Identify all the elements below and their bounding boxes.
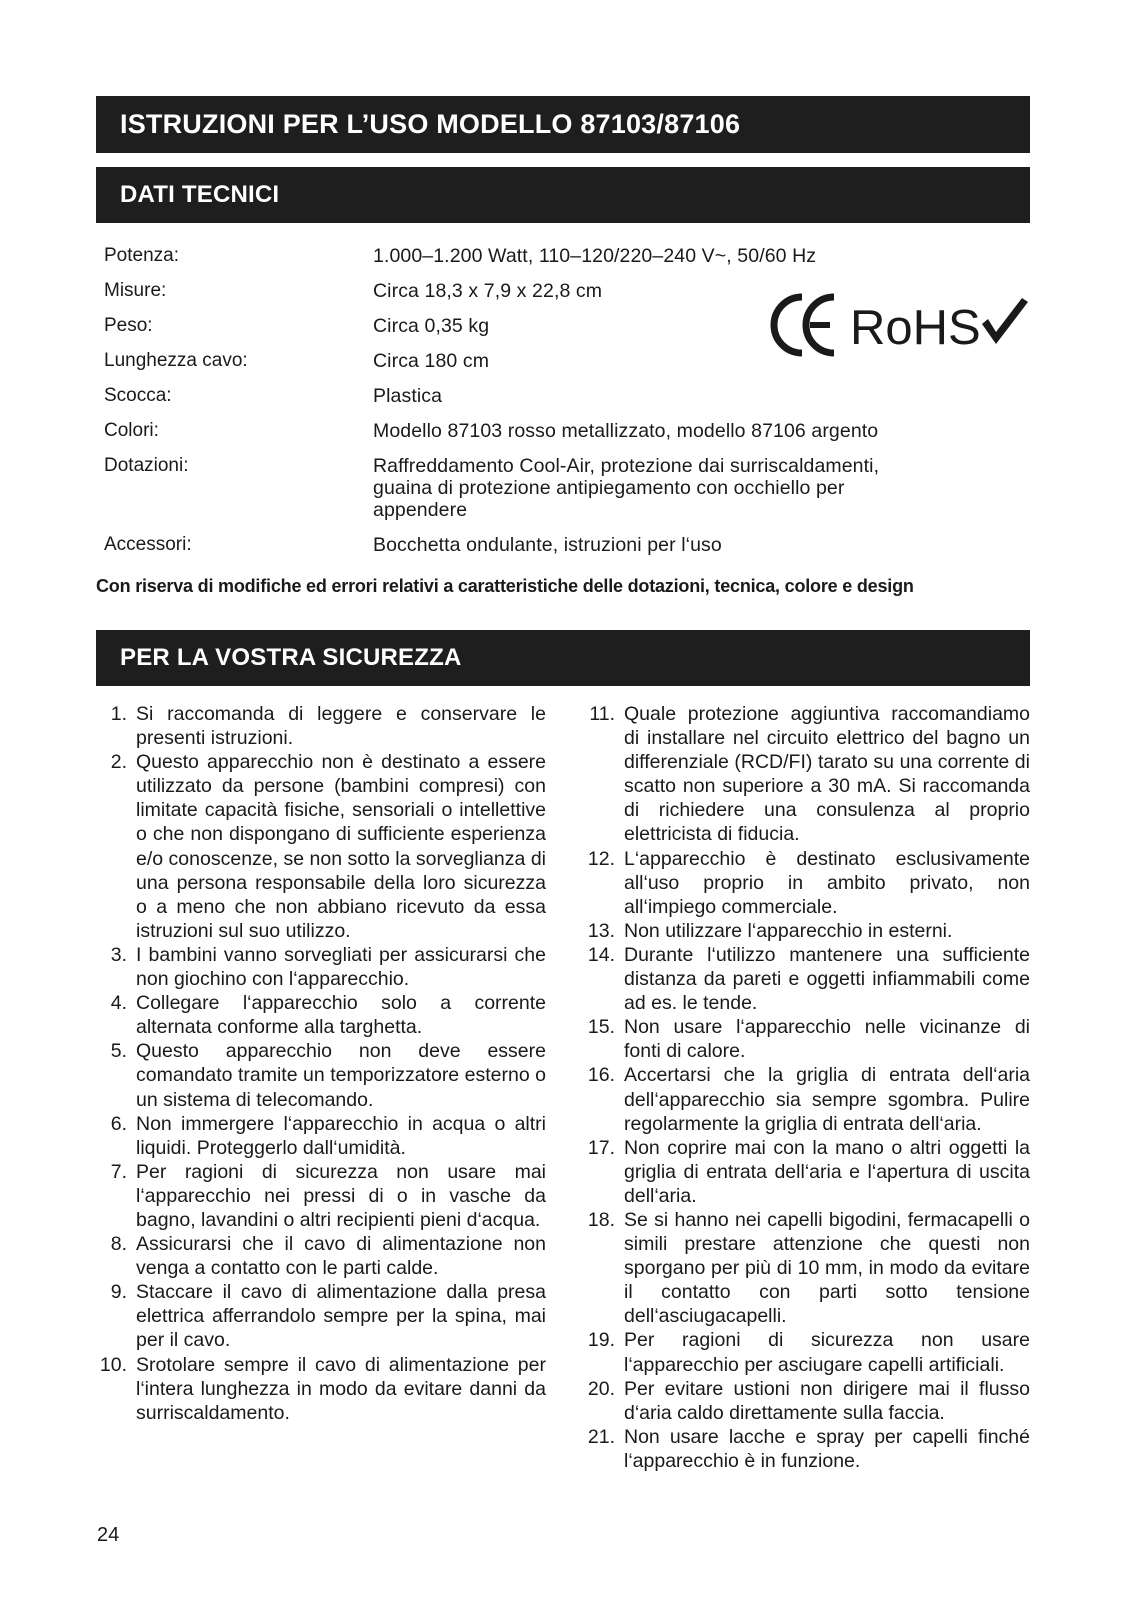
- list-item: [96, 1039, 546, 1111]
- item-text: Collegare l‘apparecchio solo a corrente alternata conforme alla targhetta.: [136, 992, 546, 1039]
- item-text: Srotolare sempre il cavo di alimentazione per l‘intera lunghezza in modo da evitare danni da surriscaldamento.: [136, 1353, 546, 1424]
- item-number: 11.: [589, 703, 615, 725]
- rohs-mark-text: RoHS: [850, 301, 981, 355]
- item-number: 2.: [110, 751, 127, 774]
- list-item: [584, 702, 1030, 847]
- list-item: [96, 1112, 546, 1160]
- list-item: [584, 1136, 1030, 1208]
- list-item: [584, 847, 1030, 919]
- spec-label: Misure:: [104, 280, 167, 301]
- item-number: 6.: [110, 1112, 127, 1135]
- disclaimer: Con riserva di modifiche ed errori relativi a caratteristiche delle dotazioni, tecnica, colore e design: [96, 576, 914, 596]
- item-number: 8.: [110, 1233, 127, 1256]
- item-text: Questo apparecchio non è destinato a essere utilizzato da persone (bambini compresi) con limitate capacità fisiche, sensoriali o intellettive o che non dispongano di sufficiente esperienza e/o conoscenze, se non sotto la sorveglianza di una persona responsabile della loro sicurezza o a meno che non abbiano ricevuto da essa istruzioni sul suo utilizzo.: [136, 751, 546, 942]
- item-text: Per evitare ustioni non dirigere mai il flusso d‘aria caldo direttamente sulla faccia.: [624, 1377, 1030, 1424]
- item-number: 20.: [587, 1377, 615, 1400]
- item-text: Durante l‘utilizzo mantenere una sufficiente distanza da pareti e oggetti infiammabili come ad es. le tende.: [624, 943, 1030, 1015]
- section-heading-technical: DATI TECNICI: [120, 181, 280, 208]
- section-header-safety: [96, 630, 1030, 686]
- item-text: Non usare lacche e spray per capelli finché l‘apparecchio è in funzione.: [624, 1425, 1030, 1472]
- item-number: 13.: [587, 919, 615, 942]
- spec-label: Peso:: [104, 315, 153, 336]
- item-number: 10.: [99, 1353, 127, 1376]
- list-item: [96, 702, 546, 750]
- item-number: 14.: [587, 943, 615, 966]
- page-title-text: ISTRUZIONI PER L’USO MODELLO 87103/87106: [120, 109, 741, 139]
- item-number: 19.: [587, 1329, 615, 1352]
- item-number: 16.: [587, 1064, 615, 1087]
- checkmark-icon: [982, 298, 1028, 344]
- item-number: 4.: [110, 992, 127, 1015]
- item-number: 18.: [587, 1208, 615, 1231]
- spec-value: Raffreddamento Cool-Air, protezione dai surriscaldamenti, guaina di protezione antipiegamento con occhiello per appendere: [373, 455, 880, 521]
- item-number: 12.: [587, 847, 615, 870]
- safety-list-left: [96, 702, 546, 1425]
- list-item: [584, 943, 1030, 1015]
- item-text: Accertarsi che la griglia di entrata dell‘aria dell‘apparecchio sia sempre sgombra. Pulire regolarmente la griglia di entrata dell‘aria.: [624, 1064, 1030, 1135]
- item-text: Si raccomanda di leggere e conservare le presenti istruzioni.: [136, 703, 546, 750]
- spec-row: [104, 534, 1034, 556]
- list-item: [96, 991, 546, 1039]
- item-number: 17.: [587, 1136, 615, 1159]
- item-text: Staccare il cavo di alimentazione dalla presa elettrica afferrandolo sempre per la spina, mai per il cavo.: [136, 1281, 546, 1352]
- spec-value: Modello 87103 rosso metallizzato, modello 87106 argento: [373, 420, 879, 442]
- item-text: L‘apparecchio è destinato esclusivamente all‘uso proprio in ambito privato, non all‘impiego commerciale.: [624, 847, 1030, 918]
- item-number: 5.: [110, 1040, 127, 1063]
- item-text: Non utilizzare l‘apparecchio in esterni.: [624, 919, 953, 942]
- certification-logos: [770, 292, 1032, 358]
- ce-rohs-logo: [770, 292, 1032, 358]
- list-item: [584, 1425, 1030, 1473]
- item-number: 1.: [110, 703, 127, 725]
- item-text: Questo apparecchio non deve essere comandato tramite un temporizzatore esterno o un sistema di telecomando.: [136, 1040, 546, 1111]
- list-item: [96, 943, 546, 991]
- list-item: [584, 1063, 1030, 1135]
- spec-row: [104, 455, 1034, 534]
- item-text: Per ragioni di sicurezza non usare l‘apparecchio per asciugare capelli artificiali.: [624, 1329, 1030, 1376]
- item-number: 3.: [110, 943, 127, 966]
- spec-value: Circa 18,3 x 7,9 x 22,8 cm: [373, 280, 603, 302]
- list-item: [96, 1280, 546, 1352]
- spec-value: Circa 0,35 kg: [373, 315, 490, 337]
- spec-label: Lunghezza cavo:: [104, 350, 248, 371]
- spec-row: [104, 245, 1034, 280]
- page-number: 24: [97, 1524, 120, 1546]
- list-item: [584, 1208, 1030, 1328]
- item-number: 15.: [587, 1016, 615, 1039]
- ce-mark-icon: [774, 297, 834, 353]
- list-item: [584, 919, 1030, 943]
- spec-row: [104, 420, 1034, 455]
- item-text: Non coprire mai con la mano o altri oggetti la griglia di entrata dell‘aria e l‘apertura di uscita dell‘aria.: [624, 1136, 1030, 1207]
- spec-value: 1.000–1.200 Watt, 110–120/220–240 V~, 50/60 Hz: [373, 245, 817, 267]
- item-text: Se si hanno nei capelli bigodini, fermacapelli o simili prestare attenzione che questi non sporgano per più di 10 mm, in modo da evitare il contatto con parti sotto tensione dell‘asciugacapelli.: [624, 1208, 1030, 1328]
- list-item: [584, 1015, 1030, 1063]
- item-text: Non immergere l‘apparecchio in acqua o altri liquidi. Proteggerlo dall‘umidità.: [136, 1112, 546, 1159]
- item-number: 7.: [110, 1160, 127, 1183]
- spec-label: Potenza:: [104, 245, 179, 266]
- section-header-technical: [96, 167, 1030, 223]
- item-text: Non usare l‘apparecchio nelle vicinanze di fonti di calore.: [624, 1016, 1030, 1063]
- list-item: [584, 1328, 1030, 1376]
- spec-row: [104, 385, 1034, 420]
- spec-label: Colori:: [104, 420, 159, 441]
- list-item: [96, 750, 546, 943]
- item-text: I bambini vanno sorvegliati per assicurarsi che non giochino con l‘apparecchio.: [136, 943, 546, 991]
- list-item: [96, 1160, 546, 1232]
- list-item: [96, 1232, 546, 1280]
- spec-label: Scocca:: [104, 385, 172, 406]
- section-heading-safety: PER LA VOSTRA SICUREZZA: [120, 644, 462, 671]
- safety-list-right: [584, 702, 1030, 1473]
- spec-label: Dotazioni:: [104, 455, 189, 476]
- page-title: [96, 96, 1030, 153]
- spec-value: Circa 180 cm: [373, 350, 490, 372]
- spec-value: Bocchetta ondulante, istruzioni per l‘uso: [373, 534, 722, 556]
- list-item: [96, 1353, 546, 1425]
- item-text: Quale protezione aggiuntiva raccomandiamo di installare nel circuito elettrico del bagno un differenziale (RCD/FI) tarato su una corrente di scatto non superiore a 30 mA. Si raccomanda di richiedere una consulenza al proprio elettricista di fiducia.: [624, 703, 1030, 846]
- item-text: Assicurarsi che il cavo di alimentazione non venga a contatto con le parti calde.: [136, 1233, 546, 1280]
- item-number: 21.: [587, 1425, 615, 1448]
- item-text: Per ragioni di sicurezza non usare mai l‘apparecchio nei pressi di o in vasche da bagno, lavandini o altri recipienti pieni d‘acqua.: [136, 1160, 546, 1231]
- spec-label: Accessori:: [104, 534, 192, 555]
- list-item: [584, 1377, 1030, 1425]
- item-number: 9.: [110, 1281, 127, 1304]
- spec-value: Plastica: [373, 385, 443, 407]
